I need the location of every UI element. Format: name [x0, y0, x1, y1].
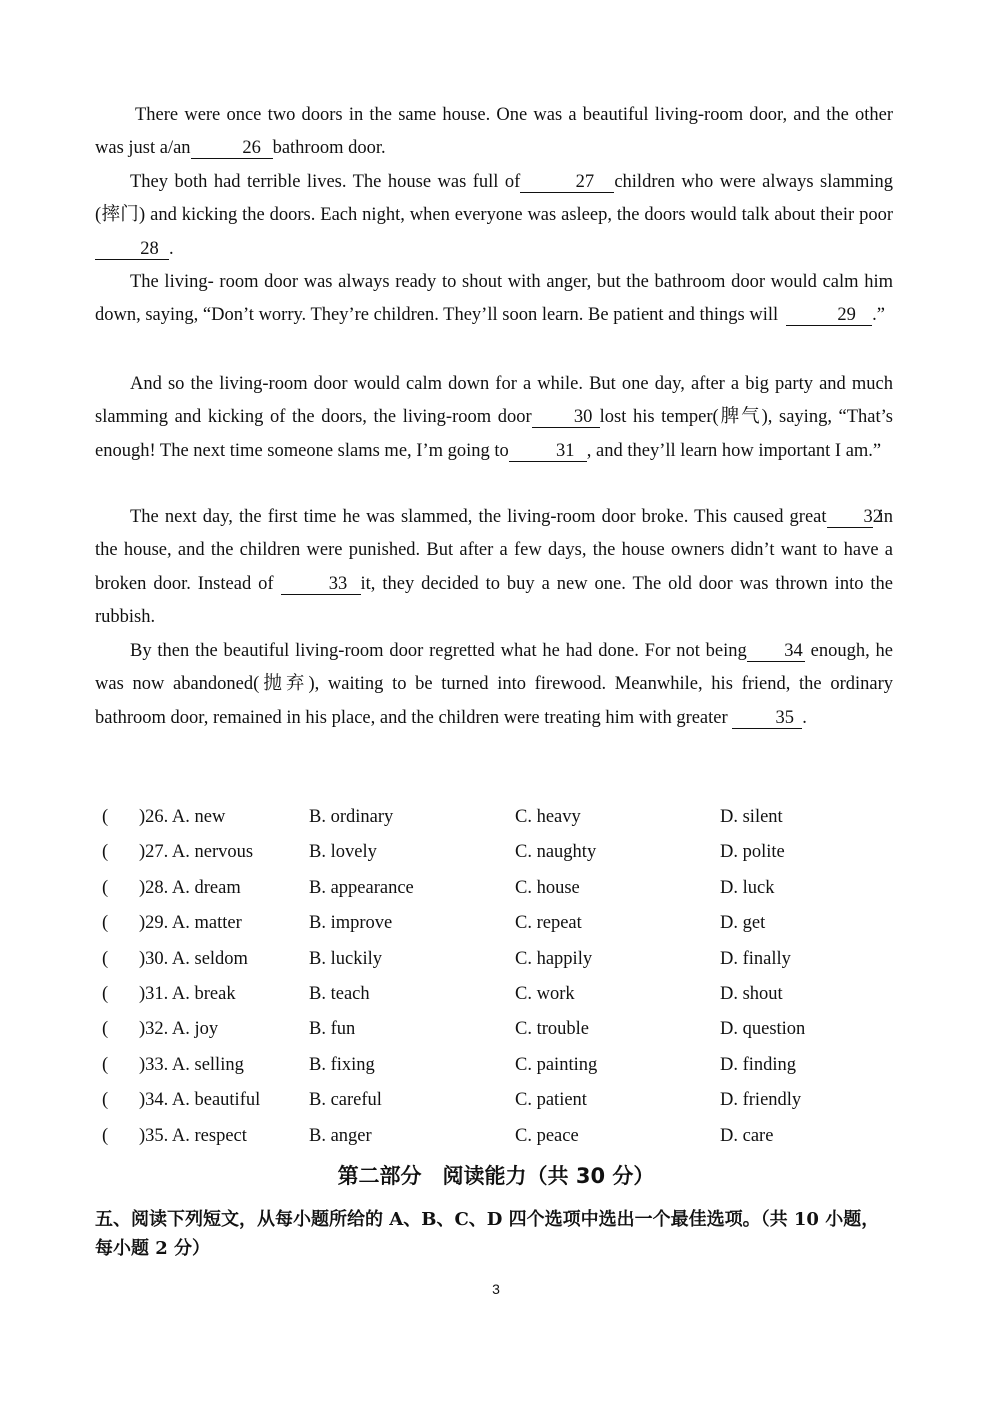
option-a: )34. A. beautiful: [139, 1090, 261, 1111]
paragraph-text: , and they’ll learn how important I am.”: [586, 440, 882, 461]
option-row-31: [102, 977, 902, 1012]
option-row-30: [102, 942, 902, 977]
option-row-27: [102, 835, 902, 870]
answer-bracket: (: [102, 1090, 109, 1111]
blank-32: 32: [827, 507, 873, 528]
option-row-26: [102, 800, 902, 835]
option-b: B. fixing: [309, 1054, 375, 1075]
paragraph-text: in the house, and the children were punished. But after a few days, the house owners didn’t want to have a broken door. Instead of: [95, 507, 893, 594]
option-c: C. painting: [515, 1054, 598, 1075]
answer-bracket: (: [102, 877, 109, 898]
option-b: B. luckily: [309, 948, 382, 969]
option-d: D. care: [720, 1125, 774, 1146]
option-c: C. peace: [515, 1125, 579, 1146]
blank-27: 27: [520, 172, 614, 193]
paragraph-text: enough, he was now abandoned(抛弃), waiting to be turned into firewood. Meanwhile, his friend, the ordinary bathroom door, remained in his place, and the children were treating him with greater: [95, 641, 894, 728]
blank-31: 31: [509, 441, 587, 462]
blank-34: 34: [747, 641, 805, 662]
passage-paragraph-1: [95, 99, 893, 166]
passage-paragraph-3: [95, 266, 893, 333]
option-c: C. house: [515, 877, 580, 898]
paragraph-text: children who were always slamming (摔门) and kicking the doors. Each night, when everyone was asleep, the doors would talk about their poor: [95, 172, 893, 226]
option-b: B. appearance: [309, 877, 414, 898]
option-b: B. ordinary: [309, 807, 394, 827]
option-a: )32. A. joy: [139, 1019, 219, 1040]
paragraph-text: The next day, the first time he was slammed, the living-room door broke. This caused great: [130, 507, 827, 527]
option-d: D. get: [720, 913, 766, 934]
option-d: D. shout: [720, 983, 783, 1004]
blank-30: 30: [532, 407, 600, 428]
paragraph-text: lost his temper(脾气), saying, “That’s enough! The next time someone slams me, I’m going to: [95, 407, 893, 461]
passage-paragraph-4: [95, 368, 893, 468]
option-c: C. work: [515, 983, 575, 1004]
option-d: D. silent: [720, 807, 783, 827]
option-a: )28. A. dream: [139, 877, 241, 898]
option-d: D. polite: [720, 842, 785, 863]
paragraph-text: There were once two doors in the same house. One was a beautiful living-room door, and the other was just a/an: [95, 105, 893, 159]
passage-paragraph-6: [95, 635, 893, 735]
paragraph-text: .”: [872, 305, 885, 326]
option-a: )27. A. nervous: [139, 842, 254, 863]
option-d: D. finally: [720, 948, 791, 969]
option-c: C. patient: [515, 1090, 587, 1111]
section-title: 第二部分 阅读能力（共 30 分）: [337, 1164, 655, 1188]
passage-paragraph-5: [95, 501, 893, 634]
option-row-33: [102, 1048, 902, 1083]
answer-bracket: (: [102, 983, 109, 1004]
option-d: D. luck: [720, 877, 775, 898]
answer-bracket: (: [102, 913, 109, 934]
paragraph-text: And so the living-room door would calm down for a while. But one day, after a big party and much slamming and kicking of the doors, the living-room door: [95, 374, 893, 428]
paragraph-text: .: [802, 707, 807, 728]
option-row-28: [102, 871, 902, 906]
option-a: )35. A. respect: [139, 1125, 247, 1146]
option-c: C. heavy: [515, 807, 581, 827]
answer-bracket: (: [102, 807, 109, 827]
option-c: C. naughty: [515, 842, 597, 863]
answer-bracket: (: [102, 1019, 109, 1040]
blank-35: 35: [732, 708, 802, 729]
option-b: B. fun: [309, 1019, 356, 1040]
section-instruction: 五、阅读下列短文，从每小题所给的 A、B、C、D 四个选项中选出一个最佳选项。（共 10 小题，每小题 2 分）: [95, 1209, 880, 1259]
option-d: D. question: [720, 1019, 806, 1040]
option-b: B. careful: [309, 1090, 382, 1111]
option-b: B. teach: [309, 983, 370, 1004]
option-b: B. anger: [309, 1125, 372, 1146]
paragraph-text: By then the beautiful living-room door regretted what he had done. For not being: [130, 641, 747, 661]
paragraph-text: bathroom door.: [272, 138, 386, 159]
passage-paragraph-2: [95, 166, 893, 266]
option-row-29: [102, 906, 902, 941]
option-a: )29. A. matter: [139, 913, 242, 934]
option-a: )26. A. new: [139, 807, 226, 827]
option-d: D. friendly: [720, 1090, 802, 1111]
answer-bracket: (: [102, 1054, 109, 1075]
option-a: )31. A. break: [139, 983, 236, 1004]
option-c: C. trouble: [515, 1019, 589, 1040]
option-b: B. improve: [309, 913, 393, 934]
option-d: D. finding: [720, 1054, 797, 1075]
blank-29: 29: [786, 305, 872, 326]
options-list: [102, 800, 902, 1154]
blank-26: 26: [191, 138, 273, 159]
option-row-35: [102, 1119, 902, 1154]
answer-bracket: (: [102, 842, 109, 863]
option-a: )30. A. seldom: [139, 948, 248, 969]
option-a: )33. A. selling: [139, 1054, 244, 1075]
option-c: C. repeat: [515, 913, 582, 934]
answer-bracket: (: [102, 1125, 109, 1146]
paragraph-text: it, they decided to buy a new one. The old door was thrown into the rubbish.: [95, 573, 894, 627]
option-b: B. lovely: [309, 842, 377, 863]
paragraph-text: They both had terrible lives. The house was full of: [130, 172, 521, 192]
paragraph-text: The living- room door was always ready to shout with anger, but the bathroom door would calm him down, saying, “Don’t worry. They’re children. They’ll soon learn. Be patient and things will: [95, 272, 893, 326]
blank-28: 28: [95, 239, 169, 260]
page-number: 3: [492, 1281, 500, 1297]
answer-bracket: (: [102, 948, 109, 969]
option-row-32: [102, 1012, 902, 1047]
option-row-34: [102, 1083, 902, 1118]
option-c: C. happily: [515, 948, 593, 969]
paragraph-text: .: [169, 238, 174, 259]
blank-33: 33: [281, 574, 361, 595]
